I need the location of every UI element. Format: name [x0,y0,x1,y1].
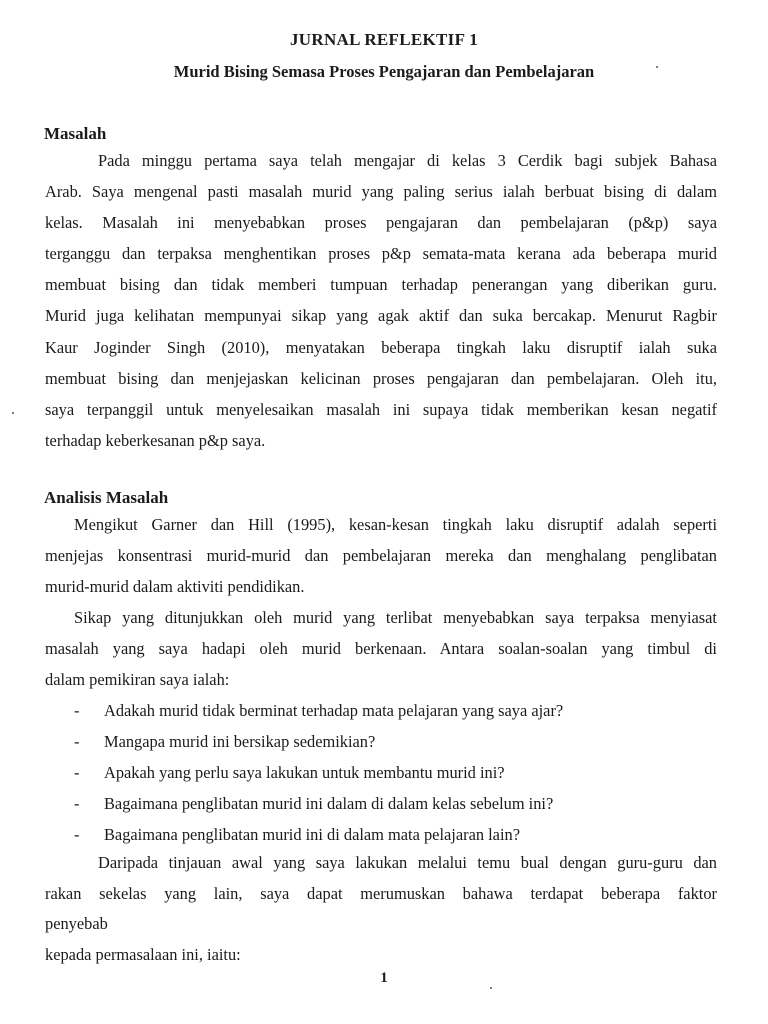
paragraph-line: terhadap keberkesanan p&p saya. [45,431,266,450]
paragraph-line: kelas. Masalah ini menyebabkan proses pengajaran dan pembelajaran (p&p) saya [45,213,717,232]
paragraph-line: murid-murid dalam aktiviti pendidikan. [45,577,305,596]
document-title: JURNAL REFLEKTIF 1 [289,30,479,49]
section-heading-masalah: Masalah [44,124,107,143]
paragraph-line: saya terpanggil untuk menyelesaikan masalah ini supaya tidak memberikan kesan negatif [45,400,717,419]
bullet-item: Apakah yang perlu saya lakukan untuk membantu murid ini? [104,763,505,782]
scan-speck [12,412,14,414]
section-heading-analisis-masalah: Analisis Masalah [44,488,169,507]
bullet-item: Bagaimana penglibatan murid ini di dalam mata pelajaran lain? [104,825,520,844]
paragraph-line: terganggu dan terpaksa menghentikan proses p&p semata-mata kerana ada beberapa murid [45,244,717,263]
bullet-marker: - [74,763,80,782]
bullet-marker: - [74,701,80,720]
paragraph-line: Arab. Saya mengenal pasti masalah murid yang paling serius ialah berbuat bising di dalam [45,182,717,201]
bullet-item: Bagaimana penglibatan murid ini dalam di dalam kelas sebelum ini? [104,794,554,813]
paragraph-line: rakan sekelas yang lain, saya dapat merumuskan bahawa terdapat beberapa faktor [45,884,717,903]
page-number: 1 [380,970,388,986]
paragraph-line: menjejas konsentrasi murid-murid dan pembelajaran mereka dan menghalang penglibatan [45,546,717,565]
paragraph-line: Pada minggu pertama saya telah mengajar di kelas 3 Cerdik bagi subjek Bahasa [98,151,717,170]
paragraph-line: membuat bising dan menjejaskan kelicinan proses pengajaran dan pembelajaran. Oleh itu, [45,369,717,388]
scan-speck [490,987,492,989]
paragraph-line: penyebab [45,914,108,933]
paragraph-line: Daripada tinjauan awal yang saya lakukan melalui temu bual dengan guru-guru dan [98,853,717,872]
bullet-item: Mangapa murid ini bersikap sedemikian? [104,732,376,751]
paragraph-line: Sikap yang ditunjukkan oleh murid yang terlibat menyebabkan saya terpaksa menyiasat [74,608,717,627]
paragraph-line: Mengikut Garner dan Hill (1995), kesan-kesan tingkah laku disruptif adalah seperti [74,515,717,534]
bullet-marker: - [74,825,80,844]
paragraph-line: dalam pemikiran saya ialah: [45,670,230,689]
bullet-item: Adakah murid tidak berminat terhadap mata pelajaran yang saya ajar? [104,701,564,720]
paragraph-line: Murid juga kelihatan mempunyai sikap yang agak aktif dan suka bercakap. Menurut Ragbir [45,306,717,325]
document-subtitle: Murid Bising Semasa Proses Pengajaran dan Pembelajaran [173,62,595,81]
paragraph-line: kepada permasalaan ini, iaitu: [45,945,241,964]
paragraph-line: Kaur Joginder Singh (2010), menyatakan beberapa tingkah laku disruptif ialah suka [45,338,717,357]
bullet-marker: - [74,732,80,751]
paragraph-line: masalah yang saya hadapi oleh murid berkenaan. Antara soalan-soalan yang timbul di [45,639,717,658]
paragraph-line: membuat bising dan tidak memberi tumpuan terhadap penerangan yang diberikan guru. [45,275,717,294]
scan-speck [656,66,658,68]
bullet-marker: - [74,794,80,813]
